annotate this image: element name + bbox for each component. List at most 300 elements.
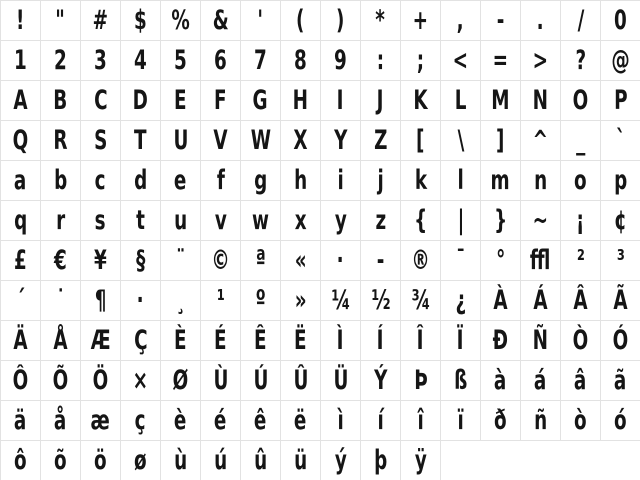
glyph-cell[interactable]	[320, 400, 361, 441]
glyph-cell[interactable]	[240, 440, 281, 480]
glyph: ¨	[175, 245, 186, 276]
glyph: }	[493, 205, 508, 236]
glyph-cell[interactable]	[80, 440, 121, 480]
glyph: s	[95, 205, 106, 236]
glyph-cell[interactable]	[440, 280, 481, 321]
glyph-cell[interactable]	[440, 360, 481, 401]
glyph: g	[253, 165, 268, 196]
glyph: =	[492, 45, 509, 76]
glyph-cell[interactable]	[40, 280, 81, 321]
glyph-cell[interactable]	[400, 80, 441, 121]
glyph: N	[532, 85, 549, 116]
glyph-cell[interactable]	[80, 160, 121, 201]
glyph: ß	[453, 365, 468, 396]
glyph-cell[interactable]	[80, 280, 121, 321]
glyph-cell[interactable]	[480, 120, 521, 161]
glyph: +	[412, 5, 429, 36]
glyph-cell[interactable]	[40, 200, 81, 241]
glyph: ã	[614, 365, 627, 396]
glyph: Ð	[492, 325, 509, 356]
glyph-cell[interactable]	[160, 200, 201, 241]
glyph: -	[496, 5, 505, 36]
glyph: 9	[334, 45, 347, 76]
glyph-cell[interactable]	[40, 400, 81, 441]
glyph-cell[interactable]	[400, 240, 441, 281]
glyph-cell[interactable]	[600, 400, 640, 441]
glyph-cell[interactable]	[200, 240, 241, 281]
glyph: e	[174, 165, 187, 196]
glyph-cell[interactable]	[280, 200, 321, 241]
glyph: ¶	[94, 285, 107, 316]
glyph: j	[377, 165, 384, 196]
glyph: ú	[213, 445, 228, 476]
glyph: U	[173, 125, 188, 156]
glyph-cell[interactable]	[440, 0, 481, 41]
glyph: »	[294, 285, 307, 316]
glyph: ¡	[576, 205, 585, 236]
glyph-cell[interactable]	[240, 240, 281, 281]
glyph-cell[interactable]	[40, 120, 81, 161]
glyph: _	[575, 125, 586, 156]
glyph-cell[interactable]	[440, 240, 481, 281]
glyph: ì	[337, 405, 344, 436]
glyph-cell[interactable]	[0, 320, 41, 361]
glyph-cell[interactable]	[360, 200, 401, 241]
glyph: Ù	[213, 365, 228, 396]
glyph-cell[interactable]	[320, 280, 361, 321]
glyph-cell[interactable]	[200, 80, 241, 121]
glyph-cell[interactable]	[200, 360, 241, 401]
glyph-cell[interactable]	[240, 200, 281, 241]
glyph: ý	[334, 445, 347, 476]
glyph-cell[interactable]	[560, 80, 601, 121]
glyph-cell[interactable]	[160, 120, 201, 161]
glyph: \	[457, 125, 464, 156]
glyph: M	[491, 85, 510, 116]
glyph-cell[interactable]	[600, 240, 640, 281]
glyph: Y	[333, 125, 348, 156]
glyph-cell[interactable]	[440, 400, 481, 441]
glyph: Ç	[133, 325, 148, 356]
glyph: 5	[174, 45, 187, 76]
glyph: X	[293, 125, 308, 156]
glyph-cell[interactable]	[320, 360, 361, 401]
glyph-cell[interactable]	[80, 200, 121, 241]
glyph-cell[interactable]	[520, 80, 561, 121]
glyph: ê	[254, 405, 267, 436]
glyph-cell[interactable]	[400, 120, 441, 161]
glyph: ~	[532, 205, 549, 236]
glyph-cell[interactable]	[120, 40, 161, 81]
glyph: É	[214, 325, 227, 356]
glyph: ù	[173, 445, 188, 476]
glyph: À	[493, 285, 508, 316]
glyph-cell[interactable]	[40, 360, 81, 401]
glyph-cell[interactable]	[360, 160, 401, 201]
glyph-cell[interactable]	[360, 360, 401, 401]
glyph-cell[interactable]	[480, 280, 521, 321]
glyph-cell[interactable]	[280, 400, 321, 441]
glyph: p	[613, 165, 628, 196]
glyph-cell[interactable]	[360, 80, 401, 121]
glyph-cell[interactable]	[440, 160, 481, 201]
glyph-cell[interactable]	[480, 80, 521, 121]
glyph-cell[interactable]	[160, 320, 201, 361]
glyph-cell[interactable]	[160, 160, 201, 201]
glyph-cell[interactable]	[600, 120, 640, 161]
glyph-cell[interactable]	[40, 0, 81, 41]
glyph: ®	[411, 245, 430, 276]
glyph: â	[574, 365, 587, 396]
glyph-cell[interactable]	[520, 280, 561, 321]
glyph: 1	[14, 45, 27, 76]
glyph-cell[interactable]	[520, 240, 561, 281]
glyph: |	[457, 205, 464, 236]
glyph-cell[interactable]	[200, 400, 241, 441]
glyph-cell[interactable]	[280, 160, 321, 201]
glyph-cell[interactable]	[80, 0, 121, 41]
glyph: J	[377, 85, 384, 116]
glyph-cell[interactable]	[560, 160, 601, 201]
glyph: O	[572, 85, 589, 116]
glyph-cell[interactable]	[200, 320, 241, 361]
glyph-cell[interactable]	[360, 320, 401, 361]
glyph: "	[55, 5, 66, 36]
glyph-cell[interactable]	[400, 40, 441, 81]
glyph: «	[294, 245, 307, 276]
glyph-cell[interactable]	[600, 280, 640, 321]
glyph: ©	[211, 245, 230, 276]
glyph-cell[interactable]	[280, 120, 321, 161]
glyph-cell[interactable]	[280, 80, 321, 121]
glyph-cell[interactable]	[560, 280, 601, 321]
glyph: 8	[294, 45, 307, 76]
glyph: E	[174, 85, 187, 116]
glyph-cell[interactable]	[0, 40, 41, 81]
glyph-cell[interactable]	[240, 40, 281, 81]
glyph-cell[interactable]	[600, 0, 640, 41]
glyph-cell[interactable]	[440, 80, 481, 121]
glyph: !	[16, 5, 25, 36]
glyph: c	[95, 165, 106, 196]
glyph: h	[293, 165, 308, 196]
glyph-cell[interactable]	[160, 240, 201, 281]
glyph: 7	[254, 45, 267, 76]
glyph-cell[interactable]	[480, 360, 521, 401]
glyph: Ø	[172, 365, 189, 396]
glyph: .	[537, 5, 544, 36]
glyph-cell[interactable]	[600, 360, 640, 401]
glyph: L	[454, 85, 467, 116]
glyph-cell[interactable]	[200, 200, 241, 241]
glyph-cell[interactable]	[560, 120, 601, 161]
glyph-cell[interactable]	[240, 360, 281, 401]
glyph-cell[interactable]	[520, 40, 561, 81]
glyph-cell[interactable]	[200, 280, 241, 321]
glyph-cell[interactable]	[200, 160, 241, 201]
glyph: þ	[373, 445, 388, 476]
glyph-cell[interactable]	[80, 80, 121, 121]
glyph: ò	[574, 405, 587, 436]
glyph-cell[interactable]	[240, 80, 281, 121]
glyph: Û	[293, 365, 308, 396]
glyph-cell[interactable]	[320, 80, 361, 121]
glyph-cell[interactable]	[280, 40, 321, 81]
glyph-cell[interactable]	[560, 240, 601, 281]
glyph-cell[interactable]	[160, 360, 201, 401]
glyph-cell[interactable]	[360, 240, 401, 281]
glyph-cell[interactable]	[0, 440, 41, 480]
glyph-cell[interactable]	[40, 440, 81, 480]
glyph-cell[interactable]	[360, 120, 401, 161]
glyph-cell[interactable]	[80, 320, 121, 361]
glyph-cell[interactable]	[560, 400, 601, 441]
glyph-cell[interactable]	[240, 160, 281, 201]
glyph-cell[interactable]	[80, 400, 121, 441]
glyph-cell[interactable]	[0, 360, 41, 401]
glyph: 6	[214, 45, 227, 76]
glyph-cell[interactable]	[520, 320, 561, 361]
glyph-cell[interactable]	[40, 240, 81, 281]
glyph-cell[interactable]	[0, 200, 41, 241]
glyph: '	[257, 5, 264, 36]
glyph: Î	[417, 325, 424, 356]
glyph: 3	[94, 45, 107, 76]
glyph-cell[interactable]	[40, 40, 81, 81]
glyph: Ö	[92, 365, 109, 396]
glyph-cell[interactable]	[440, 200, 481, 241]
glyph-cell[interactable]	[0, 160, 41, 201]
glyph-cell[interactable]	[600, 320, 640, 361]
glyph: °	[495, 245, 506, 276]
glyph-cell[interactable]	[200, 0, 241, 41]
glyph-cell[interactable]	[320, 320, 361, 361]
glyph: {	[413, 205, 428, 236]
glyph: :	[376, 45, 385, 76]
glyph-cell[interactable]	[360, 0, 401, 41]
glyph-cell[interactable]	[280, 360, 321, 401]
glyph-cell[interactable]	[40, 80, 81, 121]
glyph-cell[interactable]	[320, 40, 361, 81]
glyph-cell[interactable]	[0, 0, 41, 41]
glyph-cell[interactable]	[400, 160, 441, 201]
glyph-cell[interactable]	[240, 320, 281, 361]
glyph: D	[132, 85, 149, 116]
glyph-cell[interactable]	[200, 120, 241, 161]
glyph-cell[interactable]	[120, 440, 161, 480]
glyph-cell[interactable]	[400, 200, 441, 241]
glyph-cell[interactable]	[480, 0, 521, 41]
glyph: ²	[576, 245, 585, 276]
glyph: q	[13, 205, 28, 236]
glyph-cell[interactable]	[360, 400, 401, 441]
glyph-cell[interactable]	[80, 40, 121, 81]
glyph: i	[337, 165, 344, 196]
glyph-cell[interactable]	[240, 120, 281, 161]
glyph-cell[interactable]	[480, 400, 521, 441]
glyph: ç	[135, 405, 146, 436]
glyph-cell[interactable]	[400, 440, 441, 480]
glyph-cell[interactable]	[400, 400, 441, 441]
glyph-cell[interactable]	[560, 200, 601, 241]
glyph: å	[54, 405, 67, 436]
glyph: §	[135, 245, 146, 276]
glyph-cell[interactable]	[0, 240, 41, 281]
glyph-cell[interactable]	[400, 0, 441, 41]
glyph: Ô	[12, 365, 29, 396]
glyph-cell[interactable]	[480, 320, 521, 361]
glyph-cell[interactable]	[280, 440, 321, 480]
glyph: (	[296, 5, 305, 36]
glyph-cell[interactable]	[320, 240, 361, 281]
glyph-cell[interactable]	[240, 280, 281, 321]
glyph: Ó	[612, 325, 629, 356]
glyph-cell[interactable]	[280, 280, 321, 321]
glyph: 0	[614, 5, 627, 36]
glyph: Ý	[373, 365, 388, 396]
glyph: ?	[575, 45, 586, 76]
glyph: t	[136, 205, 145, 236]
glyph-cell[interactable]	[120, 240, 161, 281]
glyph-cell[interactable]	[520, 160, 561, 201]
glyph-cell[interactable]	[200, 440, 241, 480]
glyph-cell[interactable]	[160, 80, 201, 121]
glyph-cell[interactable]	[480, 160, 521, 201]
glyph-cell[interactable]	[400, 360, 441, 401]
glyph-cell[interactable]	[560, 320, 601, 361]
glyph: S	[93, 125, 108, 156]
glyph-cell[interactable]	[360, 440, 401, 480]
glyph-cell[interactable]	[400, 320, 441, 361]
glyph-cell[interactable]	[280, 320, 321, 361]
glyph-cell[interactable]	[160, 40, 201, 81]
glyph-cell[interactable]	[560, 40, 601, 81]
glyph: Á	[533, 285, 548, 316]
glyph-cell[interactable]	[120, 280, 161, 321]
glyph-cell[interactable]	[80, 120, 121, 161]
glyph: v	[214, 205, 227, 236]
glyph-cell[interactable]	[120, 320, 161, 361]
glyph-cell[interactable]	[120, 80, 161, 121]
glyph: £	[14, 245, 27, 276]
glyph-cell[interactable]	[520, 0, 561, 41]
glyph-cell[interactable]	[440, 320, 481, 361]
glyph: >	[532, 45, 549, 76]
glyph-cell[interactable]	[200, 40, 241, 81]
glyph-cell[interactable]	[360, 280, 401, 321]
glyph: ä	[14, 405, 27, 436]
glyph: 4	[134, 45, 147, 76]
glyph-cell[interactable]	[440, 120, 481, 161]
glyph-cell[interactable]	[600, 160, 640, 201]
glyph: *	[375, 5, 386, 36]
glyph-cell[interactable]	[120, 200, 161, 241]
glyph: Ã	[613, 285, 628, 316]
glyph-cell[interactable]	[520, 400, 561, 441]
glyph-cell[interactable]	[600, 40, 640, 81]
glyph-cell[interactable]	[320, 120, 361, 161]
glyph-cell[interactable]	[280, 0, 321, 41]
glyph-cell[interactable]	[160, 440, 201, 480]
glyph: ª	[255, 245, 266, 276]
glyph-cell[interactable]	[320, 440, 361, 480]
glyph-cell[interactable]	[400, 280, 441, 321]
glyph: &	[212, 5, 229, 36]
glyph: F	[214, 85, 227, 116]
glyph-cell[interactable]	[160, 400, 201, 441]
glyph-cell[interactable]	[280, 240, 321, 281]
glyph-cell[interactable]	[240, 0, 281, 41]
glyph-cell[interactable]	[480, 200, 521, 241]
glyph-cell[interactable]	[120, 360, 161, 401]
glyph: ffl	[530, 245, 551, 276]
glyph: m	[490, 165, 511, 196]
glyph: ³	[616, 245, 625, 276]
glyph: Ï	[457, 325, 464, 356]
glyph-cell[interactable]	[80, 360, 121, 401]
glyph-cell[interactable]	[120, 120, 161, 161]
glyph-cell[interactable]	[160, 0, 201, 41]
glyph: K	[413, 85, 428, 116]
glyph-cell[interactable]	[40, 320, 81, 361]
glyph-cell[interactable]	[160, 280, 201, 321]
glyph-cell[interactable]	[0, 80, 41, 121]
glyph: A	[13, 85, 28, 116]
glyph-cell[interactable]	[520, 120, 561, 161]
glyph-cell[interactable]	[600, 200, 640, 241]
glyph-cell[interactable]	[560, 360, 601, 401]
glyph-cell[interactable]	[120, 0, 161, 41]
glyph-cell[interactable]	[0, 400, 41, 441]
glyph: ð	[494, 405, 507, 436]
glyph: Æ	[90, 325, 111, 356]
glyph-cell[interactable]	[0, 120, 41, 161]
glyph-cell[interactable]	[480, 40, 521, 81]
glyph-cell[interactable]	[520, 360, 561, 401]
glyph: ¯	[455, 245, 466, 276]
glyph: T	[134, 125, 147, 156]
glyph: r	[55, 205, 66, 236]
glyph-cell[interactable]	[440, 40, 481, 81]
glyph-cell[interactable]	[560, 0, 601, 41]
glyph: W	[250, 125, 271, 156]
glyph-cell[interactable]	[120, 160, 161, 201]
glyph-cell[interactable]	[320, 0, 361, 41]
glyph: ·	[337, 245, 344, 276]
glyph: P	[613, 85, 628, 116]
glyph: õ	[54, 445, 67, 476]
glyph: ¾	[410, 285, 430, 316]
glyph: 2	[54, 45, 67, 76]
glyph-cell[interactable]	[520, 200, 561, 241]
glyph-cell[interactable]	[320, 200, 361, 241]
glyph-cell[interactable]	[40, 160, 81, 201]
glyph: ñ	[533, 405, 548, 436]
glyph-cell[interactable]	[80, 240, 121, 281]
glyph-cell[interactable]	[120, 400, 161, 441]
glyph-cell[interactable]	[600, 80, 640, 121]
glyph-cell[interactable]	[320, 160, 361, 201]
glyph: $	[134, 5, 147, 36]
glyph-cell[interactable]	[480, 240, 521, 281]
glyph: -	[376, 245, 385, 276]
glyph: n	[533, 165, 548, 196]
glyph-cell[interactable]	[360, 40, 401, 81]
glyph-cell[interactable]	[0, 280, 41, 321]
glyph-cell[interactable]	[240, 400, 281, 441]
glyph: ½	[370, 285, 390, 316]
glyph: y	[334, 205, 347, 236]
